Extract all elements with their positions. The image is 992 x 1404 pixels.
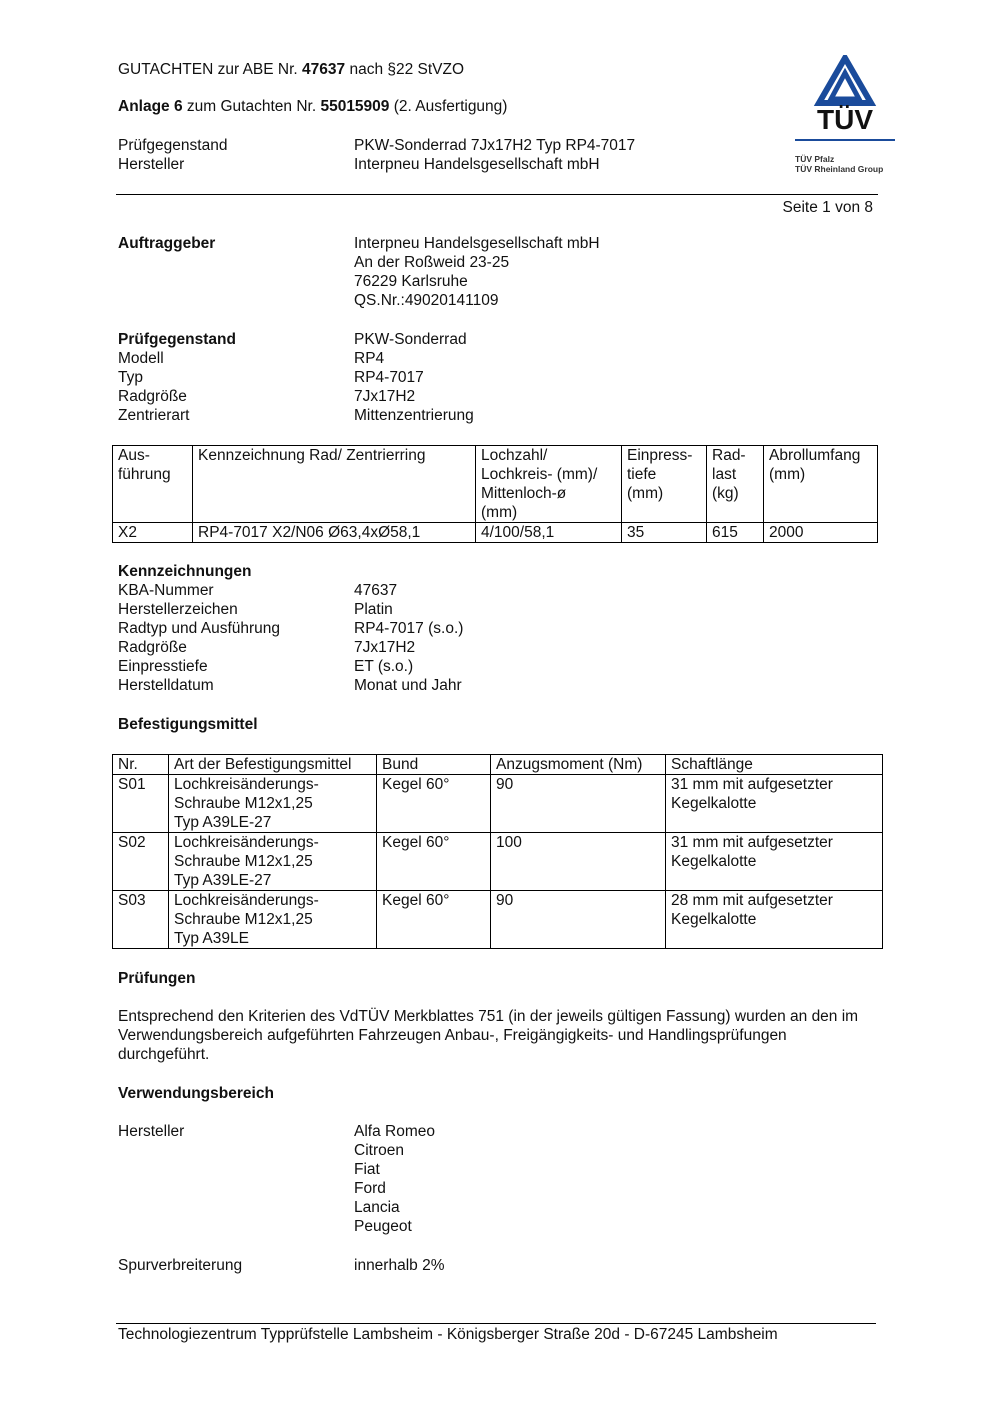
table-header-cell: Abrollumfang (mm) xyxy=(764,446,878,523)
table-header-cell: Einpress- tiefe (mm) xyxy=(622,446,707,523)
list-item: Ford xyxy=(354,1180,386,1197)
table-header-cell: Anzugsmoment (Nm) xyxy=(491,755,666,775)
table-header-cell: Schaftlänge xyxy=(666,755,883,775)
table-cell: Lochkreisänderungs- Schraube M12x1,25 Typ A39LE-27 xyxy=(169,833,377,891)
page-number: Seite 1 von 8 xyxy=(782,199,873,216)
table-header-cell: Rad- last (kg) xyxy=(707,446,764,523)
table-cell: S03 xyxy=(113,891,169,949)
auftraggeber-line: QS.Nr.:49020141109 xyxy=(354,292,499,309)
footer-text: Technologiezentrum Typprüfstelle Lambsheim - Königsberger Straße 20d - D-67245 Lambsheim xyxy=(118,1326,778,1343)
table-cell: 90 xyxy=(491,775,666,833)
rad-table xyxy=(112,445,878,543)
list-item: Peugeot xyxy=(354,1218,412,1235)
table-cell: 31 mm mit aufgesetzter Kegelkalotte xyxy=(666,833,883,891)
kennzeichnungen-title: Kennzeichnungen xyxy=(118,563,252,580)
footer-divider xyxy=(116,1323,876,1324)
auftraggeber-line: 76229 Karlsruhe xyxy=(354,273,468,290)
table-row xyxy=(113,523,878,543)
verwendung-title: Verwendungsbereich xyxy=(118,1085,274,1102)
auftraggeber-line: Interpneu Handelsgesellschaft mbH xyxy=(354,235,600,252)
table-cell: Kegel 60° xyxy=(377,775,491,833)
tuev-logo-rule xyxy=(795,139,895,141)
pruefungen-title: Prüfungen xyxy=(118,970,196,987)
table-cell: 615 xyxy=(707,523,764,543)
header-divider xyxy=(116,194,878,195)
header-line-1: GUTACHTEN zur ABE Nr. 47637 nach §22 StVZO xyxy=(118,61,465,78)
table-cell: 35 xyxy=(622,523,707,543)
table-cell: Lochkreisänderungs- Schraube M12x1,25 Typ A39LE xyxy=(169,891,377,949)
list-item: Alfa Romeo xyxy=(354,1123,435,1140)
table-cell: RP4-7017 X2/N06 Ø63,4xØ58,1 xyxy=(193,523,476,543)
table-row xyxy=(113,833,883,891)
table-row xyxy=(113,775,883,833)
table-cell: Lochkreisänderungs- Schraube M12x1,25 Typ A39LE-27 xyxy=(169,775,377,833)
pruefungen-text: Entsprechend den Kriterien des VdTÜV Merkblattes 751 (in der jeweils gültigen Fassung) wurden an den im Verwendungsbereich aufgeführten Fahrzeugen Anbau-, Freigängigkeits- und Handlingsprüfungen durchgeführt. xyxy=(118,1008,859,1063)
table-cell: 28 mm mit aufgesetzter Kegelkalotte xyxy=(666,891,883,949)
header-line-2: Anlage 6 zum Gutachten Nr. 55015909 (2. Ausfertigung) xyxy=(118,98,508,115)
table-cell: X2 xyxy=(113,523,193,543)
tuev-logo-text: TÜV xyxy=(817,104,873,135)
table-header-row xyxy=(113,446,878,523)
table-cell: 4/100/58,1 xyxy=(476,523,622,543)
table-cell: S02 xyxy=(113,833,169,891)
list-item: Fiat xyxy=(354,1161,380,1178)
list-item: Citroen xyxy=(354,1142,404,1159)
table-header-cell: Art der Befestigungsmittel xyxy=(169,755,377,775)
table-header-cell: Aus- führung xyxy=(113,446,193,523)
tuev-logo-sub1: TÜV Pfalz xyxy=(795,154,835,164)
table-cell: 100 xyxy=(491,833,666,891)
table-cell: 31 mm mit aufgesetzter Kegelkalotte xyxy=(666,775,883,833)
table-cell: 2000 xyxy=(764,523,878,543)
table-cell: Kegel 60° xyxy=(377,891,491,949)
table-header-cell: Nr. xyxy=(113,755,169,775)
table-row xyxy=(113,891,883,949)
tuev-triangle-icon xyxy=(795,55,895,110)
table-cell: Kegel 60° xyxy=(377,833,491,891)
table-header-cell: Kennzeichnung Rad/ Zentrierring xyxy=(193,446,476,523)
befestigung-title: Befestigungsmittel xyxy=(118,716,258,733)
auftraggeber-line: An der Roßweid 23-25 xyxy=(354,254,510,271)
table-header-row xyxy=(113,755,883,775)
table-header-cell: Lochzahl/ Lochkreis- (mm)/ Mittenloch-ø (mm) xyxy=(476,446,622,523)
tuev-logo-sub2: TÜV Rheinland Group xyxy=(795,164,884,174)
tuev-logo xyxy=(795,55,895,180)
table-cell: S01 xyxy=(113,775,169,833)
table-header-cell: Bund xyxy=(377,755,491,775)
befestigung-table xyxy=(112,754,883,949)
table-cell: 90 xyxy=(491,891,666,949)
list-item: Lancia xyxy=(354,1199,400,1216)
